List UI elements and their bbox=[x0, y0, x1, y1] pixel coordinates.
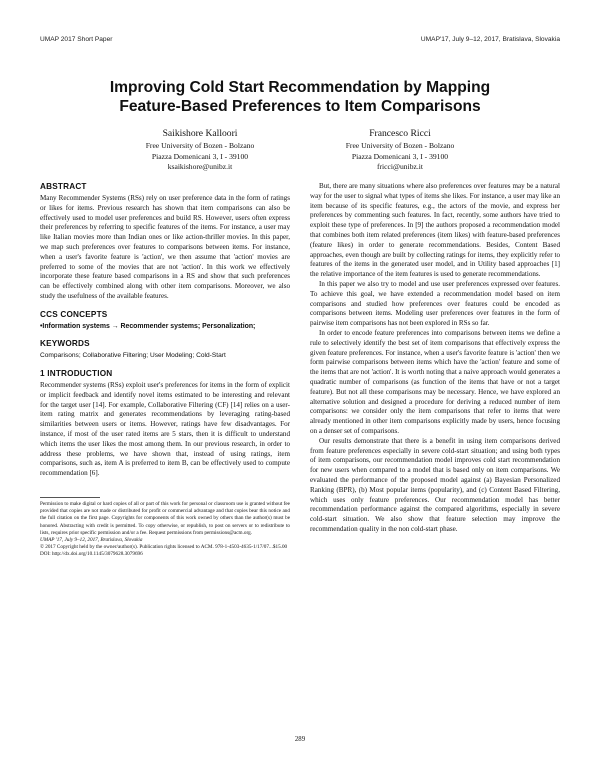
copyright-notice: © 2017 Copyright held by the owner/author(s). Publication rights licensed to ACM. 978-1-4503-4635-1/17/07...$15.00 bbox=[40, 544, 288, 551]
keywords-heading: KEYWORDS bbox=[40, 339, 90, 349]
page-number: 289 bbox=[294, 736, 306, 743]
author-block-1 bbox=[90, 127, 310, 173]
running-header-right: UMAP'17, July 9–12, 2017, Bratislava, Slovakia bbox=[420, 36, 560, 43]
author-email: ksaikishore@unibz.it bbox=[167, 162, 233, 172]
title-line-1: Improving Cold Start Recommendation by Mapping bbox=[109, 79, 491, 96]
author-address: Piazza Domenicani 3, I - 39100 bbox=[351, 151, 449, 161]
introduction-paragraph: Recommender systems (RSs) exploit user's preferences for items in the form of explicit or implicit feedback and identify novel items estimated to be interesting and relevant for the target user [14]. For example, Collaborative Filtering (CF) [14] relies on a user-item rating matrix and generates recommendations by leveraging rating-based similarities between users or items. However, ratings have few disadvantages. For instance, if most of the user rated items are 5 stars, then it is difficult to understand which items the user likes the most among them. In our previous research, in order to address these problems, we have shown that, instead of using ratings, item comparisons, such as, item A is preferred to item B, can be effectively used to compute recommendation [6]. bbox=[40, 380, 290, 478]
right-column bbox=[310, 182, 560, 535]
body-paragraph: In this paper we also try to model and use user preferences expressed over features. To achieve this goal, we have extended a recommendation model based on item comparisons and studied how preferences over features could be encoded as comparisons between items. Modeling user preferences over features in the form of pairwise item comparisons has not been explored in RSs so far. bbox=[310, 279, 560, 328]
body-paragraph: Our results demonstrate that there is a benefit in using item comparisons derived from feature preferences especially in severe cold-start situation; and using both types of item comparisons, our recommendation model improves cold start recommendation for new users when compared to a model that is based only on item comparisons. We evaluated the performance of the proposed model against (a) Bayesian Personalized Ranking (BPR), (b) Most popular items (popularity), and (c) Content Based Filtering, which uses only feature preferences. Our recommendation model has better recommendation performance against the compared algorithms, especially in severe cold-start situation. We also show that feature selection may improve the recommendation quality in the non cold-start phase. bbox=[310, 436, 560, 533]
ccs-heading: CCS CONCEPTS bbox=[40, 309, 108, 319]
body-paragraph: But, there are many situations where also preferences over features may be a natural way for the user to signal what types of items she likes. For instance, a user may like an item because of its specific features, e.g., the actors of the movie, and express her preferences by commenting such features. In fact, recently, some authors have tried to exploit these type of preferences. In [9] the authors proposed a recommendation model that combines both item related preferences (item likes) with feature-based preferences (feature likes) in order to generate recommendations. Besides, Content Based approaches, even though are built by collecting ratings for items, they explicitly refer to features of the items in the generated user model, and in Utility based approaches [1] the relative importance of the item features is used to generate recommendations. bbox=[310, 182, 560, 279]
conference-venue: UMAP '17, July 9–12, 2017, Bratislava, Slovakia bbox=[40, 536, 143, 543]
abstract-text: Many Recommender Systems (RSs) rely on user preference data in the form of ratings or likes for items. Previous research has shown that item comparisons can also be effectively used to model user preferences and build RS. However, users often express their preferences by referring to specific features of the items. For instance, a user may like Italian movies more than Indian ones or like action-thriller movies. In this paper, we map such preferences over features to comparisons between items. For instance, when a user's favorite feature is 'action', we then assume that 'action' movies are preferred to some of the movies that are not 'action'. In this work we effectively incorporate these feature based comparisons in a RS and show that such preferences can be effectively combined along with other item comparisons. Moreover, we also study the usefulness of the available features. bbox=[40, 194, 290, 300]
author-affiliation: Free University of Bozen - Bolzano bbox=[345, 141, 455, 150]
keywords-text: Comparisons; Collaborative Filtering; User Modeling; Cold-Start bbox=[40, 352, 226, 360]
author-email: fricci@unibz.it bbox=[376, 162, 423, 172]
ccs-concepts: •Information systems → Recommender systems; Personalization; bbox=[40, 322, 256, 330]
author-address: Piazza Domenicani 3, I - 39100 bbox=[151, 151, 249, 161]
left-column bbox=[40, 182, 290, 559]
title-line-2: Feature-Based Preferences to Item Comparisons bbox=[119, 98, 481, 115]
permission-notice: Permission to make digital or hard copies of all or part of this work for personal or classroom use is granted without fee provided that copies are not made or distributed for profit or commercial advantage and that copies bear this notice and the full citation on the first page. Copyrights for components of this work owned by others than the author(s) must be honored. Abstracting with credit is permitted. To copy otherwise, or republish, to post on servers or to redistribute to lists, requires prior specific permission and/or a fee. Request permissions from permissions@acm.org. bbox=[40, 500, 290, 536]
author-block-2 bbox=[290, 127, 510, 173]
body-paragraph: In order to encode feature preferences into comparisons between items we define a rule to selectively identify the best set of item comparisons that effectively express the given feature preferences. For instance, when a user's favorite feature is 'action' then we form pairwise comparisons between items which have the 'action' feature and some of the items that are not 'action'. It is worth noting that a naive approach would generates a quadratic number of comparisons (as function of the items that have or not a target feature). But not all these comparisons may be necessary. Hence, we have explored an alternative solution and designed a procedure for deriving a reduced number of item comparisons: we consider only the item comparisons that refer to items that were already mentioned in other item comparisons explicitly made by users, hence focusing on a denser set of comparisons. bbox=[310, 328, 560, 435]
doi-link[interactable]: DOI: http://dx.doi.org/10.1145/3079628.3079696 bbox=[40, 551, 143, 558]
running-header-left: UMAP 2017 Short Paper bbox=[40, 36, 113, 43]
author-name: Francesco Ricci bbox=[369, 128, 431, 139]
introduction-heading: 1 INTRODUCTION bbox=[40, 368, 113, 378]
author-affiliation: Free University of Bozen - Bolzano bbox=[145, 141, 255, 150]
abstract-heading: ABSTRACT bbox=[40, 182, 87, 191]
author-name: Saikishore Kalloori bbox=[162, 128, 238, 139]
footnote-divider bbox=[40, 497, 100, 498]
paper-title bbox=[40, 78, 560, 116]
